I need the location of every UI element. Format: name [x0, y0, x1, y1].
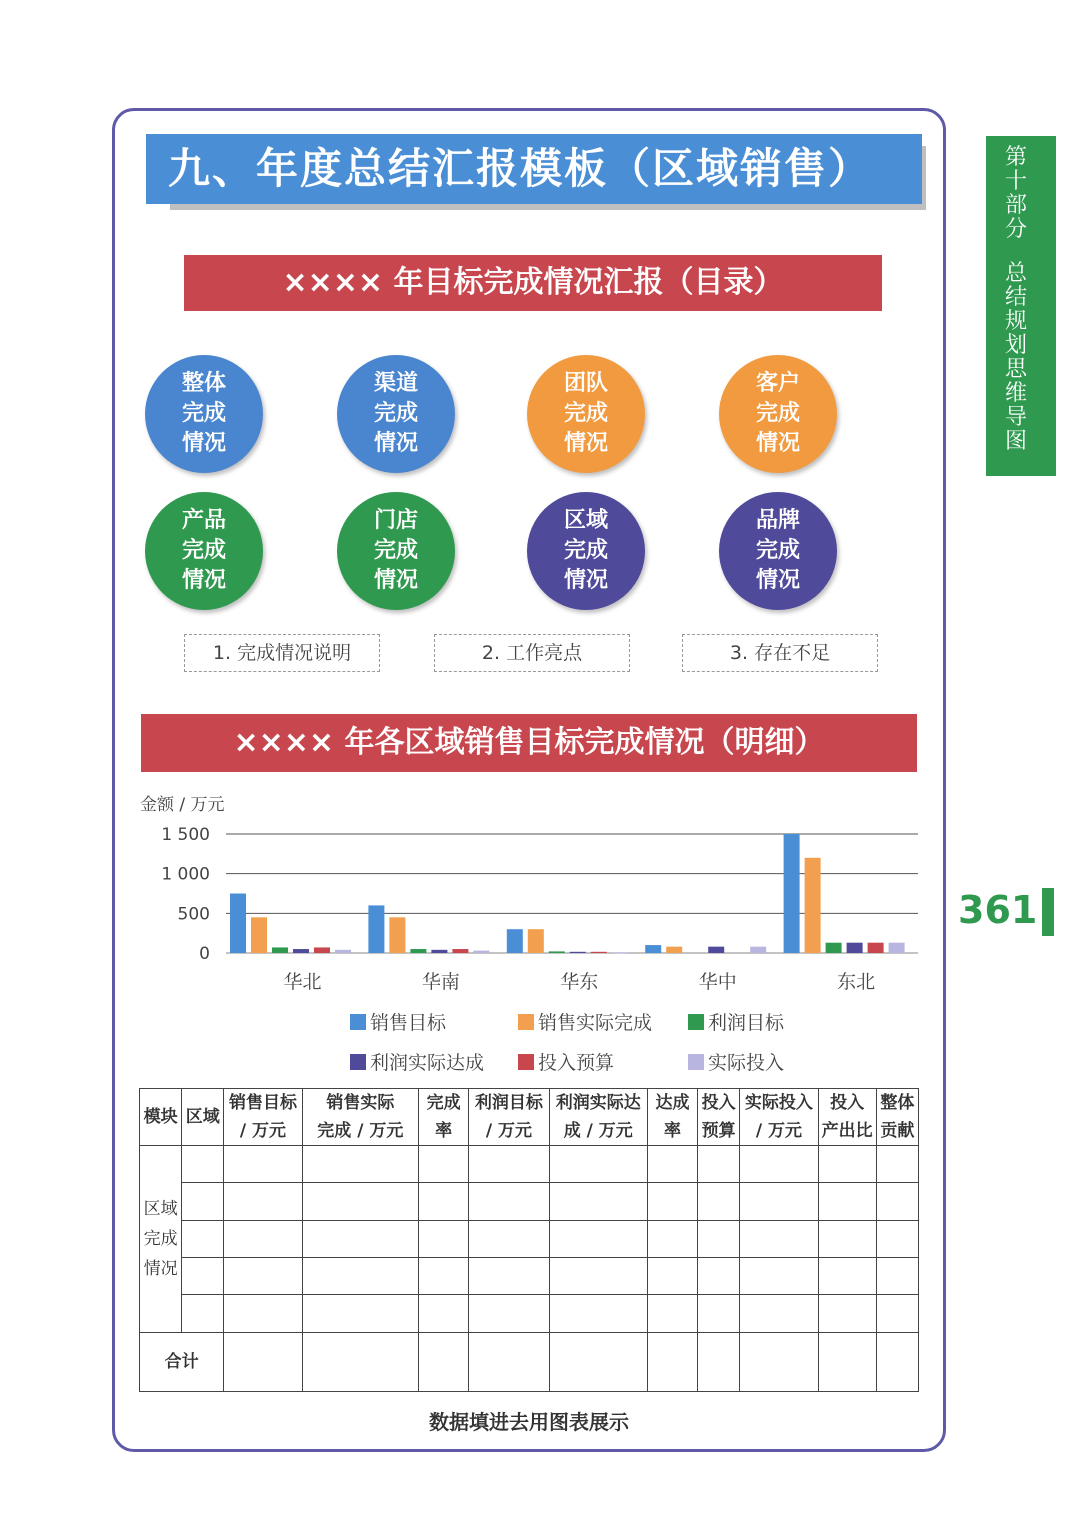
circle-line: 团队 — [563, 371, 608, 396]
bar — [826, 943, 842, 953]
header-line: 整体 — [880, 1093, 915, 1113]
legend-label: 实际投入 — [708, 1052, 785, 1074]
circle-channel — [337, 355, 455, 473]
circle-line: 区域 — [563, 508, 608, 533]
side-tab-title: 总结规划思维导图 — [1004, 261, 1027, 454]
data-table — [139, 1088, 919, 1392]
x-tick-label: 华东 — [560, 971, 599, 993]
bar — [666, 947, 682, 953]
circle-line: 完成 — [373, 538, 418, 563]
header-line: / 万元 — [239, 1121, 287, 1141]
bar — [507, 929, 523, 953]
circle-line: 情况 — [755, 431, 800, 456]
circle-line: 情况 — [563, 568, 608, 593]
bar — [293, 949, 309, 953]
header-line: 利润实际达 — [555, 1093, 641, 1113]
table-header-cell — [302, 1089, 418, 1146]
bar — [805, 858, 821, 953]
circle-line: 情况 — [755, 568, 800, 593]
region-sales-chart — [140, 790, 940, 1080]
table-header-cell — [182, 1089, 224, 1146]
circle-line: 完成 — [563, 538, 608, 563]
legend-label: 销售目标 — [370, 1012, 447, 1034]
bar — [431, 950, 447, 953]
y-tick-label: 1 500 — [161, 825, 210, 845]
table-header-cell — [818, 1089, 876, 1146]
circle-line: 完成 — [181, 538, 226, 563]
legend-swatch — [518, 1054, 534, 1070]
x-tick-label: 华南 — [421, 971, 460, 993]
circle-store — [337, 492, 455, 610]
legend-label: 利润目标 — [708, 1012, 785, 1034]
circle-line: 情况 — [181, 431, 226, 456]
legend-swatch — [688, 1014, 704, 1030]
circle-line: 情况 — [181, 568, 226, 593]
header-line: 销售目标 — [228, 1093, 297, 1113]
circle-line: 情况 — [563, 431, 608, 456]
page-number: 361 — [958, 888, 1038, 932]
circle-brand — [719, 492, 837, 610]
header-line: 贡献 — [880, 1121, 915, 1141]
header-line: 完成 — [426, 1093, 461, 1113]
legend-label: 投入预算 — [538, 1052, 615, 1074]
bar — [335, 950, 351, 953]
circle-line: 门店 — [373, 508, 418, 533]
bar — [868, 943, 884, 953]
header-line: / 万元 — [755, 1121, 802, 1141]
header-line: 投入 — [830, 1093, 865, 1113]
bar — [750, 947, 766, 953]
bar — [570, 952, 586, 953]
circle-line: 品牌 — [755, 508, 800, 533]
side-tab — [986, 136, 1056, 476]
side-tab-text — [1002, 146, 1030, 454]
header-line: 利润目标 — [474, 1093, 543, 1113]
module-label-line: 情况 — [143, 1258, 178, 1279]
circle-line: 情况 — [373, 568, 418, 593]
header-line: 率 — [664, 1121, 681, 1141]
header-line: 投入 — [701, 1093, 736, 1113]
x-tick-label: 华中 — [698, 971, 737, 993]
circle-line: 完成 — [181, 401, 226, 426]
header-line: 产出比 — [821, 1121, 873, 1141]
table-header-cell — [698, 1089, 740, 1146]
table-header-cell — [876, 1089, 918, 1146]
module-cell — [140, 1146, 182, 1333]
table-header-cell — [647, 1089, 697, 1146]
bar — [645, 945, 661, 953]
circle-team — [527, 355, 645, 473]
circle-line: 完成 — [755, 538, 800, 563]
bar — [528, 929, 544, 953]
legend-swatch — [688, 1054, 704, 1070]
bar — [549, 951, 565, 953]
bar — [889, 943, 905, 953]
header-line: 实际投入 — [744, 1093, 813, 1113]
header-line: / 万元 — [485, 1121, 532, 1141]
side-tab-part: 第十部分 — [1004, 145, 1027, 242]
header-line: 销售实际 — [326, 1093, 395, 1113]
header-line: 预算 — [701, 1121, 736, 1141]
circle-overall — [145, 355, 263, 473]
y-tick-label: 1 000 — [161, 864, 210, 885]
table-header-row — [140, 1089, 919, 1146]
bar — [591, 952, 607, 953]
header-line: 模块 — [143, 1107, 178, 1127]
x-tick-label: 东北 — [837, 971, 876, 993]
header-line: 完成 / 万元 — [317, 1121, 404, 1141]
bar — [389, 917, 405, 953]
table-header-cell — [549, 1089, 647, 1146]
total-label: 合计 — [140, 1332, 224, 1391]
circle-line: 整体 — [181, 371, 226, 396]
bar — [410, 949, 426, 953]
bar — [314, 947, 330, 953]
circle-line: 渠道 — [373, 371, 418, 396]
page-number-bar — [1042, 888, 1054, 936]
legend-swatch — [350, 1054, 366, 1070]
y-tick-label: 500 — [177, 904, 210, 925]
bar — [784, 834, 800, 953]
table-header-cell — [740, 1089, 818, 1146]
y-axis-label: 金额 / 万元 — [140, 795, 225, 815]
y-tick-label: 0 — [199, 944, 210, 964]
legend-label: 利润实际达成 — [370, 1052, 485, 1074]
legend-swatch — [350, 1014, 366, 1030]
bar — [612, 952, 628, 953]
circle-line: 完成 — [373, 401, 418, 426]
circle-line: 情况 — [373, 431, 418, 456]
bar — [708, 947, 724, 953]
legend-label: 销售实际完成 — [538, 1012, 653, 1034]
table-header-cell — [140, 1089, 182, 1146]
section-box-status: 1. 完成情况说明 — [184, 634, 380, 672]
circle-line: 产品 — [181, 508, 226, 533]
table-header-cell — [469, 1089, 549, 1146]
bar — [272, 947, 288, 953]
header-line: 达成 — [655, 1093, 690, 1113]
header-line: 区域 — [185, 1107, 220, 1127]
bar — [368, 905, 384, 953]
x-tick-label: 华北 — [283, 971, 322, 993]
circle-line: 完成 — [563, 401, 608, 426]
bar — [847, 943, 863, 953]
bar — [251, 917, 267, 953]
detail-banner: ×××× 年各区域销售目标完成情况（明细） — [141, 714, 917, 772]
bar — [473, 951, 489, 953]
module-label-line: 区域 — [143, 1198, 178, 1219]
bar — [230, 894, 246, 954]
header-line: 率 — [435, 1121, 453, 1141]
footer-note: 数据填进去用图表展示 — [429, 1410, 629, 1434]
header-line: 成 / 万元 — [563, 1121, 633, 1141]
circle-product — [145, 492, 263, 610]
bar — [452, 949, 468, 953]
circle-line: 完成 — [755, 401, 800, 426]
section-box-highlights: 2. 工作亮点 — [434, 634, 630, 672]
module-label-line: 完成 — [143, 1228, 178, 1249]
circle-customer — [719, 355, 837, 473]
page-title: 九、年度总结汇报模板（区域销售） — [146, 134, 922, 204]
table-header-cell — [419, 1089, 469, 1146]
circle-line: 客户 — [755, 371, 800, 396]
toc-banner: ×××× 年目标完成情况汇报（目录） — [184, 255, 882, 311]
legend-swatch — [518, 1014, 534, 1030]
circle-region — [527, 492, 645, 610]
section-box-shortcomings: 3. 存在不足 — [682, 634, 878, 672]
table-header-cell — [224, 1089, 302, 1146]
